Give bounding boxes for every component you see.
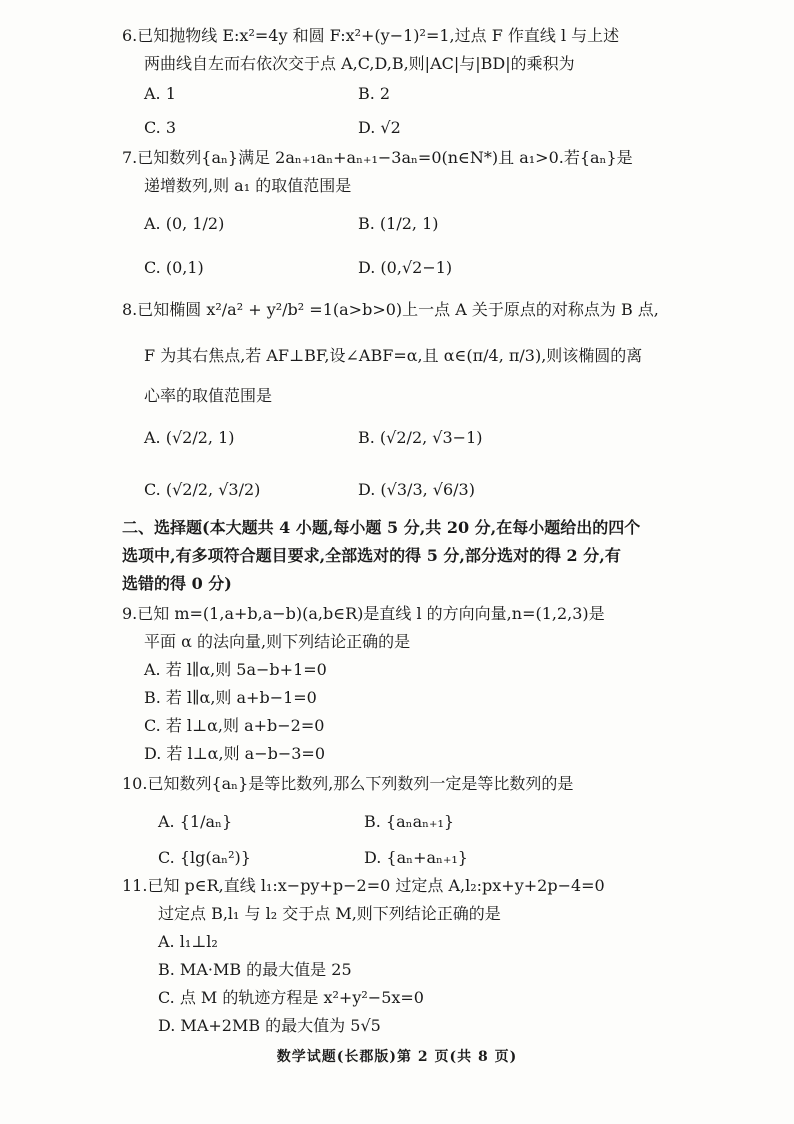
q9-option-b: B. 若 l∥α,则 a+b−1=0 (144, 688, 317, 707)
q11-stem-line2: 过定点 B,l₁ 与 l₂ 交于点 M,则下列结论正确的是 (158, 904, 501, 923)
q8-option-d: D. (√3/3, √6/3) (358, 480, 475, 499)
q10-option-d: D. {aₙ+aₙ₊₁} (364, 848, 468, 867)
q8-option-b: B. (√2/2, √3−1) (358, 428, 483, 447)
q8-stem-line2: F 为其右焦点,若 AF⊥BF,设∠ABF=α,且 α∈(π/4, π/3),则该椭圆的离 (144, 346, 643, 365)
q6-option-a: A. 1 (144, 84, 176, 103)
q7-option-d: D. (0,√2−1) (358, 258, 453, 277)
q11-option-a: A. l₁⊥l₂ (158, 932, 218, 951)
q8-option-c: C. (√2/2, √3/2) (144, 480, 261, 499)
section2-line2: 选项中,有多项符合题目要求,全部选对的得 5 分,部分选对的得 2 分,有 (122, 546, 621, 565)
q7-option-a: A. (0, 1/2) (144, 214, 225, 233)
q7-option-b: B. (1/2, 1) (358, 214, 439, 233)
q11-option-d: D. MA+2MB 的最大值为 5√5 (158, 1016, 381, 1035)
q6-option-c: C. 3 (144, 118, 177, 137)
q7-option-c: C. (0,1) (144, 258, 204, 277)
section2-line3: 选错的得 0 分) (122, 574, 232, 593)
q9-option-c: C. 若 l⊥α,则 a+b−2=0 (144, 716, 325, 735)
q8-stem-line1: 8.已知椭圆 x²/a² + y²/b² =1(a>b>0)上一点 A 关于原点的对称点为 B 点, (122, 300, 659, 319)
q9-option-a: A. 若 l∥α,则 5a−b+1=0 (144, 660, 327, 679)
q7-stem-line1: 7.已知数列{aₙ}满足 2aₙ₊₁aₙ+aₙ₊₁−3aₙ=0(n∈N*)且 a₁>0.若{aₙ}是 (122, 148, 633, 167)
q11-option-c: C. 点 M 的轨迹方程是 x²+y²−5x=0 (158, 988, 424, 1007)
q11-stem-line1: 11.已知 p∈R,直线 l₁:x−py+p−2=0 过定点 A,l₂:px+y+2p−4=0 (122, 876, 605, 895)
q6-stem-line2: 两曲线自左而右依次交于点 A,C,D,B,则|AC|与|BD|的乘积为 (144, 54, 575, 73)
section2-line1: 二、选择题(本大题共 4 小题,每小题 5 分,共 20 分,在每小题给出的四个 (122, 518, 641, 537)
q8-stem-line3: 心率的取值范围是 (144, 386, 273, 405)
q9-stem-line1: 9.已知 m=(1,a+b,a−b)(a,b∈R)是直线 l 的方向向量,n=(1,2,3)是 (122, 604, 605, 623)
q6-stem-line1: 6.已知抛物线 E:x²=4y 和圆 F:x²+(y−1)²=1,过点 F 作直线 l 与上述 (122, 26, 620, 45)
q8-option-a: A. (√2/2, 1) (144, 428, 235, 447)
q10-option-b: B. {aₙaₙ₊₁} (364, 812, 455, 831)
page-footer: 数学试题(长郡版)第 2 页(共 8 页) (276, 1049, 518, 1065)
q9-stem-line2: 平面 α 的法向量,则下列结论正确的是 (144, 632, 411, 651)
q11-option-b: B. MA·MB 的最大值是 25 (158, 960, 352, 979)
q6-option-b: B. 2 (358, 84, 391, 103)
q10-option-a: A. {1/aₙ} (158, 812, 233, 831)
q6-option-d: D. √2 (358, 118, 401, 137)
q7-stem-line2: 递增数列,则 a₁ 的取值范围是 (144, 176, 352, 195)
q10-stem: 10.已知数列{aₙ}是等比数列,那么下列数列一定是等比数列的是 (122, 774, 574, 793)
q9-option-d: D. 若 l⊥α,则 a−b−3=0 (144, 744, 326, 763)
q10-option-c: C. {lg(aₙ²)} (158, 848, 251, 867)
